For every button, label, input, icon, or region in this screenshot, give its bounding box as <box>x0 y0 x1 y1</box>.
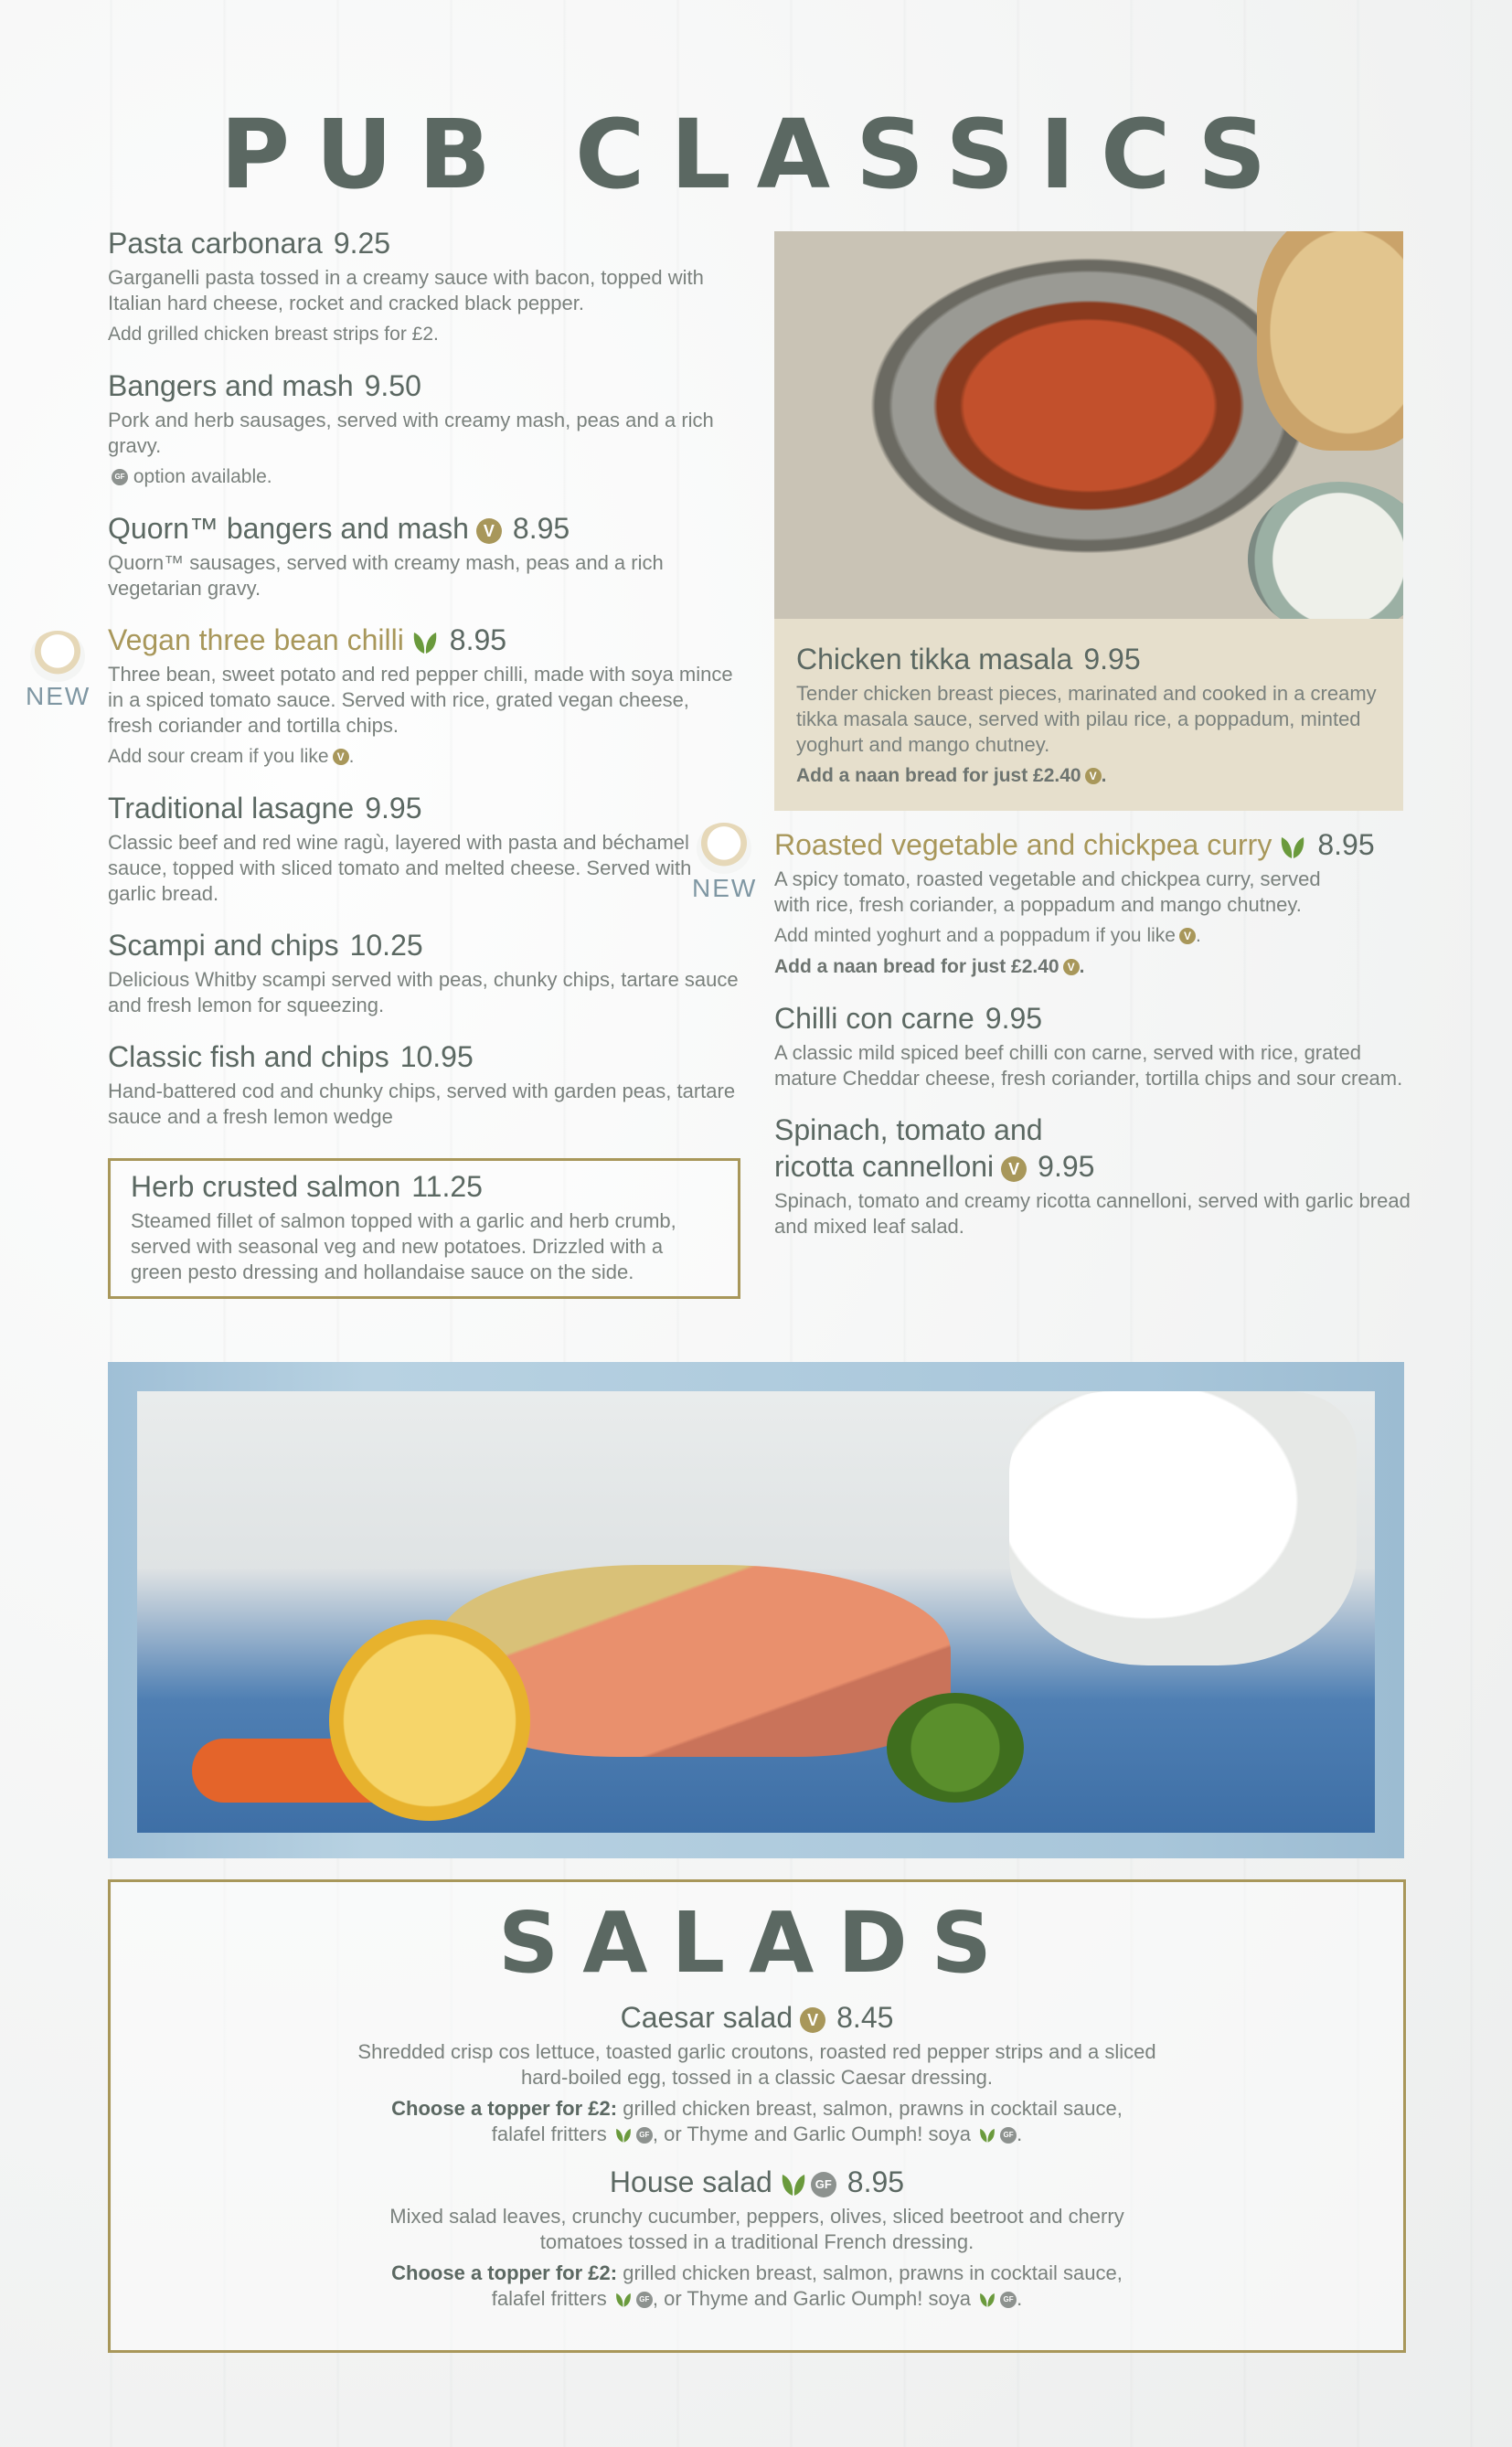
vegetarian-icon: V <box>1085 768 1102 784</box>
item-name: Vegan three bean chilli <box>108 623 404 656</box>
item-description: A spicy tomato, roasted vegetable and chickpea curry, served with rice, fresh coriander, a poppadum and mango chutney. <box>774 867 1321 916</box>
sauce-jug-image <box>1009 1391 1357 1665</box>
vegetarian-icon: V <box>333 749 349 765</box>
item-note-text: Add a naan bread for just £2.40 <box>774 956 1059 977</box>
topper-label: Choose a topper for £2: <box>391 2261 618 2284</box>
topper-options: grilled chicken breast, salmon, prawns in cocktail sauce, <box>623 2097 1123 2120</box>
item-name: House salad <box>609 2165 772 2198</box>
topper-falafel: falafel fritters <box>491 2287 607 2310</box>
item-note-text: Add minted yoghurt and a poppadum if you like <box>774 925 1176 946</box>
item-description: Steamed fillet of salmon topped with a garlic and herb crumb, served with seasonal veg and new potatoes. Drizzled with a green pesto dressing and hollandaise sauce on the side. <box>131 1209 676 1283</box>
salads-title: SALADS <box>498 1894 1016 1992</box>
gluten-free-icon: GF <box>636 2292 653 2308</box>
herb-crusted-salmon-photo <box>108 1362 1404 1858</box>
item-price: 9.50 <box>364 369 421 402</box>
item-description: Pork and herb sausages, served with creamy mash, peas and a rich gravy. <box>108 409 714 457</box>
item-description: Hand-battered cod and chunky chips, served with garden peas, tartare sauce and a fresh lemon wedge <box>108 1080 736 1128</box>
menu-item-roasted-vegetable-curry <box>774 826 1414 980</box>
yoghurt-dip-image <box>1248 482 1403 619</box>
item-name: Pasta carbonara <box>108 227 323 260</box>
item-name: Traditional lasagne <box>108 792 355 825</box>
featured-item-herb-crusted-salmon <box>108 1158 740 1299</box>
item-note-text: Add sour cream if you like <box>108 746 329 767</box>
menu-item-traditional-lasagne <box>108 790 739 907</box>
gluten-free-icon: GF <box>636 2127 653 2144</box>
topper-label: Choose a topper for £2: <box>391 2097 618 2120</box>
item-note-text: Add a naan bread for just £2.40 <box>796 765 1081 786</box>
menu-item-chilli-con-carne <box>774 1000 1414 1091</box>
item-name: Chilli con carne <box>774 1002 974 1035</box>
topper-note: Choose a topper for £2: grilled chicken breast, salmon, prawns in cocktail sauce, falafel fritters GF , or Thyme and Garlic Oumph! soya GF . <box>391 2097 1123 2145</box>
item-price: 8.95 <box>1317 828 1375 861</box>
broccoli-image <box>887 1693 1024 1803</box>
item-description: A classic mild spiced beef chilli con carne, served with rice, grated mature Cheddar cheese, fresh coriander, tortilla chips and sour cream. <box>774 1041 1403 1090</box>
item-price: 10.25 <box>349 929 423 962</box>
menu-item-scampi-and-chips <box>108 927 739 1018</box>
chef-icon <box>30 631 85 682</box>
item-note-text: option available. <box>133 466 272 487</box>
item-name: Classic fish and chips <box>108 1040 389 1073</box>
item-description: Classic beef and red wine ragù, layered with pasta and béchamel sauce, topped with sliced tomato and melted cheese. Served with garlic bread. <box>108 831 692 905</box>
featured-item-chicken-tikka-masala <box>774 619 1403 811</box>
gluten-free-icon: GF <box>811 2172 836 2197</box>
naan-bread-image <box>1257 231 1403 451</box>
vegan-leaf-icon <box>614 2127 633 2144</box>
topper-oumph: , or Thyme and Garlic Oumph! soya <box>652 2123 971 2145</box>
menu-item-quorn-bangers-and-mash <box>108 510 739 601</box>
vegan-leaf-icon <box>780 2172 807 2197</box>
item-name-line1: Spinach, tomato and <box>774 1113 1043 1146</box>
vegan-leaf-icon <box>978 2292 996 2308</box>
page-title: PUB CLASSICS <box>219 99 1293 210</box>
item-name: Quorn™ bangers and mash <box>108 512 469 545</box>
lemon-image <box>329 1620 530 1821</box>
item-price: 8.95 <box>449 623 507 656</box>
menu-item-spinach-ricotta-cannelloni <box>774 1112 1414 1239</box>
item-description: Shredded crisp cos lettuce, toasted garlic croutons, roasted red pepper strips and a sliced hard-boiled egg, tossed in a classic Caesar dressing. <box>357 2040 1156 2089</box>
item-note: Add minted yoghurt and a poppadum if you like V . <box>774 925 1201 946</box>
item-description: Three bean, sweet potato and red pepper chilli, made with soya mince in a spiced tomato sauce. Served with rice, grated vegan cheese, fresh coriander and tortilla chips. <box>108 663 733 737</box>
vegan-leaf-icon <box>978 2127 996 2144</box>
item-description: Tender chicken breast pieces, marinated and cooked in a creamy tikka masala sauce, served with pilau rice, a poppadum, minted yoghurt and mango chutney. <box>796 682 1377 756</box>
item-description: Garganelli pasta tossed in a creamy sauce with bacon, topped with Italian hard cheese, rocket and cracked black pepper. <box>108 266 704 314</box>
item-price: 10.95 <box>399 1040 474 1073</box>
vegetarian-icon: V <box>1001 1156 1027 1182</box>
topper-options: grilled chicken breast, salmon, prawns in cocktail sauce, <box>623 2261 1123 2284</box>
menu-item-caesar-salad <box>111 1999 1403 2147</box>
item-price: 11.25 <box>411 1170 483 1203</box>
topper-oumph: , or Thyme and Garlic Oumph! soya <box>652 2287 971 2310</box>
item-name: Herb crusted salmon <box>131 1170 401 1203</box>
gluten-free-icon: GF <box>112 469 128 485</box>
item-price: 9.95 <box>1038 1150 1095 1183</box>
new-label: NEW <box>26 682 91 710</box>
item-name: Bangers and mash <box>108 369 354 402</box>
vegan-leaf-icon <box>614 2292 633 2308</box>
topper-note: Choose a topper for £2: grilled chicken breast, salmon, prawns in cocktail sauce, falafel fritters GF , or Thyme and Garlic Oumph! soya GF . <box>391 2261 1123 2310</box>
item-note: Add sour cream if you like V . <box>108 746 355 767</box>
item-note: Add grilled chicken breast strips for £2. <box>108 324 439 345</box>
item-note-naan: Add a naan bread for just £2.40 V . <box>774 956 1085 977</box>
item-name: Scampi and chips <box>108 929 339 962</box>
menu-item-vegan-three-bean-chilli <box>108 622 739 770</box>
vegetarian-icon: V <box>476 518 502 544</box>
chef-icon <box>697 823 751 874</box>
gluten-free-icon: GF <box>1000 2292 1017 2308</box>
item-price: 8.95 <box>512 512 570 545</box>
item-price: 9.95 <box>1083 643 1141 676</box>
new-label: NEW <box>692 874 758 902</box>
item-price: 8.45 <box>836 2001 894 2034</box>
right-menu-column <box>774 826 1414 1260</box>
gluten-free-icon: GF <box>1000 2127 1017 2144</box>
topper-falafel: falafel fritters <box>491 2123 607 2145</box>
item-name-line2: ricotta cannelloni <box>774 1150 995 1183</box>
vegetarian-icon: V <box>1063 959 1080 975</box>
item-price: 9.95 <box>365 792 422 825</box>
new-badge-vegan-chilli <box>26 631 90 711</box>
item-price: 8.95 <box>847 2165 905 2198</box>
vegetarian-icon: V <box>800 2007 825 2033</box>
item-description: Delicious Whitby scampi served with peas, chunky chips, tartare sauce and fresh lemon for squeezing. <box>108 968 739 1016</box>
vegetarian-icon: V <box>1179 928 1196 944</box>
salads-section <box>108 1879 1406 2353</box>
item-description: Quorn™ sausages, served with creamy mash, peas and a rich vegetarian gravy. <box>108 551 664 600</box>
item-description: Mixed salad leaves, crunchy cucumber, peppers, olives, sliced beetroot and cherry tomatoes tossed in a traditional French dressing. <box>389 2205 1124 2253</box>
item-name: Chicken tikka masala <box>796 643 1073 676</box>
item-description: Spinach, tomato and creamy ricotta cannelloni, served with garlic bread and mixed leaf salad. <box>774 1189 1411 1238</box>
item-name: Caesar salad <box>620 2001 793 2034</box>
left-menu-column <box>108 225 739 1150</box>
chicken-tikka-photo <box>774 231 1403 619</box>
item-price: 9.25 <box>333 227 391 260</box>
vegan-leaf-icon <box>1279 835 1306 860</box>
item-name: Roasted vegetable and chickpea curry <box>774 828 1272 861</box>
menu-item-classic-fish-and-chips <box>108 1038 739 1130</box>
vegan-leaf-icon <box>411 630 439 655</box>
menu-item-house-salad <box>111 2164 1403 2312</box>
item-note <box>108 464 739 490</box>
menu-item-bangers-and-mash <box>108 367 739 490</box>
salmon-plate-image <box>137 1391 1375 1833</box>
item-note: Add a naan bread for just £2.40 V . <box>796 765 1107 786</box>
item-price: 9.95 <box>985 1002 1043 1035</box>
menu-item-pasta-carbonara <box>108 225 739 347</box>
new-badge-vegetable-curry <box>692 823 756 903</box>
